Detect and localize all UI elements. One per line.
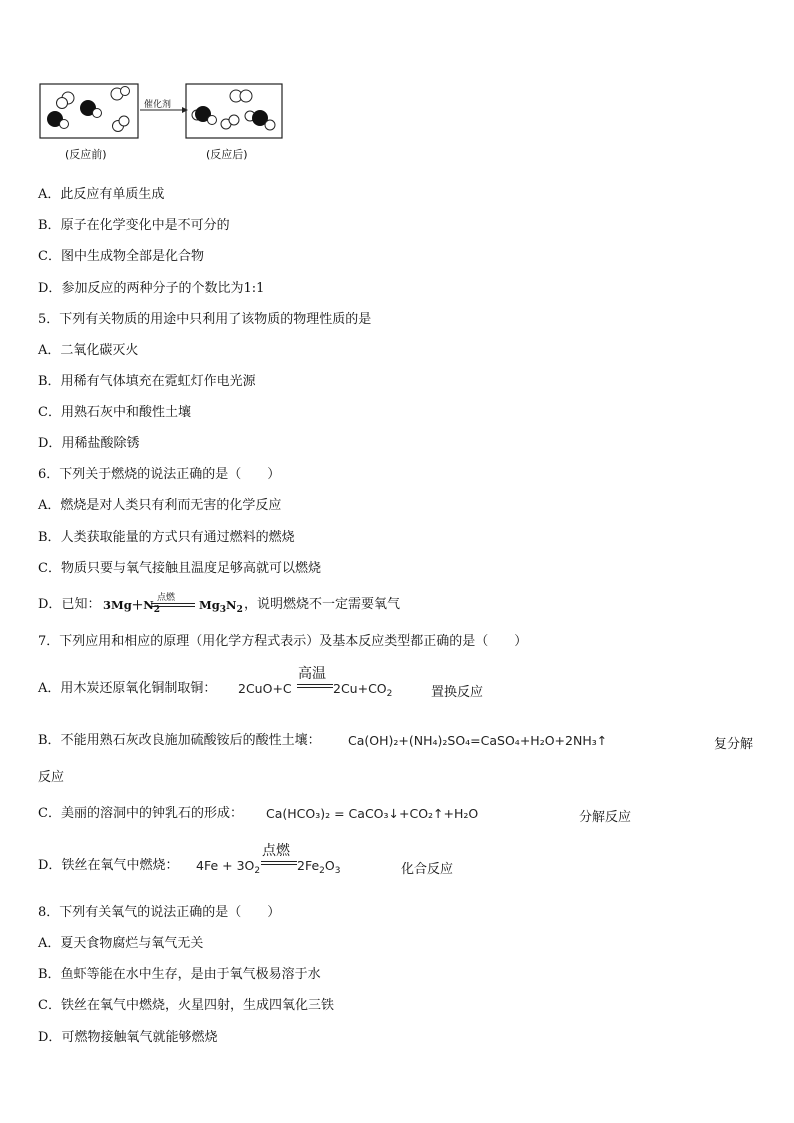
- q7a-condition: 高温: [298, 666, 326, 682]
- q8-option-d: [38, 1030, 217, 1046]
- q5-option-b: [38, 374, 256, 390]
- option-text: 此反应有单质生成: [60, 187, 165, 202]
- option-text: 不能用熟石灰改良施加硫酸铵后的酸性土壤：: [60, 733, 321, 748]
- option-prefix: 已知：: [61, 597, 101, 612]
- q8-option-c: [38, 998, 334, 1014]
- q5-stem: 5．下列有关物质的用途中只利用了该物质的物理性质的是: [38, 312, 372, 327]
- option-letter: A．: [38, 936, 61, 951]
- before-box: [40, 84, 138, 138]
- q7-option-a: [38, 681, 216, 697]
- option-text: 铁丝在氧气中燃烧，火星四射，生成四氧化三铁: [60, 998, 334, 1013]
- q6d-suffix: ，说明燃烧不一定需要氧气: [244, 597, 401, 612]
- option-letter: A．: [38, 187, 61, 202]
- option-letter: D．: [38, 1030, 62, 1045]
- option-text: 二氧化碳灭火: [60, 343, 139, 358]
- q7-stem: 7．下列应用和相应的原理（用化学方程式表示）及基本反应类型都正确的是（ ）: [38, 634, 528, 649]
- q6d-eq-right: $Mg_3N_2$: [199, 598, 243, 615]
- q7b-equation: Ca(OH)₂+(NH₄)₂SO₄=CaSO₄+H₂O+2NH₃↑: [348, 733, 608, 748]
- q6-option-a: [38, 498, 281, 514]
- option-text: 用木炭还原氧化铜制取铜：: [60, 681, 217, 696]
- after-box: [186, 84, 282, 138]
- q7a-eq-line: [297, 684, 333, 688]
- option-letter: D．: [38, 281, 62, 296]
- option-text: 参加反应的两种分子的个数比为1:1: [61, 281, 265, 296]
- option-text: 图中生成物全部是化合物: [60, 249, 204, 264]
- option-text: 人类获取能量的方式只有通过燃料的燃烧: [60, 530, 295, 545]
- option-letter: B．: [38, 374, 61, 389]
- q4-option-c: [38, 249, 204, 265]
- q7-option-d: [38, 858, 178, 874]
- option-letter: A．: [38, 343, 61, 358]
- option-text: 鱼虾等能在水中生存，是由于氧气极易溶于水: [60, 967, 321, 982]
- option-text: 燃烧是对人类只有利而无害的化学反应: [60, 498, 282, 513]
- q7d-eq-right: $2Fe_2O_3$: [297, 858, 341, 876]
- option-letter: B．: [38, 530, 61, 545]
- q5-option-d: [38, 436, 139, 452]
- q6d-condition: 点燃: [157, 593, 176, 603]
- option-letter: D．: [38, 436, 62, 451]
- option-letter: C．: [38, 561, 61, 576]
- q6d-eq-line: [151, 603, 195, 607]
- option-letter: A．: [38, 681, 61, 696]
- q8-option-a: [38, 936, 203, 952]
- option-text: 物质只要与氧气接触且温度足够高就可以燃烧: [60, 561, 321, 576]
- option-text: 夏天食物腐烂与氧气无关: [60, 936, 204, 951]
- option-text: 铁丝在氧气中燃烧：: [61, 858, 179, 873]
- q7-option-b: [38, 733, 321, 749]
- q7d-eq-line: [261, 861, 297, 865]
- option-letter: B．: [38, 218, 61, 233]
- q7c-equation: Ca(HCO₃)₂ = CaCO₃↓+CO₂↑+H₂O: [266, 806, 479, 821]
- q7d-type: 化合反应: [401, 862, 454, 877]
- q7b-continuation: 反应: [38, 770, 65, 785]
- q4-option-d: [38, 281, 264, 297]
- q6-stem: 6．下列关于燃烧的说法正确的是（ ）: [38, 467, 281, 482]
- after-caption: (反应后): [206, 148, 248, 161]
- q4-option-b: [38, 218, 230, 234]
- option-text: 美丽的溶洞中的钟乳石的形成：: [60, 806, 243, 821]
- q7a-eq-right: $2Cu+CO_2$: [333, 681, 393, 699]
- option-text: 可燃物接触氧气就能够燃烧: [61, 1030, 218, 1045]
- q7d-condition: 点燃: [262, 843, 290, 859]
- q7a-type: 置换反应: [431, 685, 484, 700]
- option-text: 用稀盐酸除锈: [61, 436, 140, 451]
- option-text: 原子在化学变化中是不可分的: [60, 218, 230, 233]
- catalyst-label: 催化剂: [144, 100, 172, 110]
- option-letter: C．: [38, 405, 61, 420]
- q8-option-b: [38, 967, 321, 983]
- q6-option-d: [38, 597, 100, 613]
- before-caption: (反应前): [65, 148, 107, 161]
- option-letter: B．: [38, 967, 61, 982]
- q7a-eq-left: 2CuO+C: [238, 681, 292, 696]
- q7c-type: 分解反应: [579, 810, 632, 825]
- q5-option-c: [38, 405, 191, 421]
- option-text: 用稀有气体填充在霓虹灯作电光源: [60, 374, 256, 389]
- q7-option-c: [38, 806, 243, 822]
- option-letter: B．: [38, 733, 61, 748]
- option-letter: C．: [38, 249, 61, 264]
- option-letter: D．: [38, 597, 62, 612]
- q5-option-a: [38, 343, 138, 359]
- option-letter: A．: [38, 498, 61, 513]
- q6-option-b: [38, 530, 295, 546]
- option-letter: C．: [38, 998, 61, 1013]
- q6-option-c: [38, 561, 321, 577]
- reaction-diagram: [38, 82, 288, 162]
- q4-option-a: [38, 187, 164, 203]
- q8-stem: 8．下列有关氧气的说法正确的是（ ）: [38, 905, 281, 920]
- option-text: 用熟石灰中和酸性土壤: [60, 405, 191, 420]
- q6d-eq-left: $3Mg+N_2$: [103, 598, 161, 615]
- q7b-type: 复分解: [714, 737, 754, 752]
- option-letter: D．: [38, 858, 62, 873]
- option-letter: C．: [38, 806, 61, 821]
- q7d-eq-left: $4Fe + 3O_2$: [196, 858, 261, 876]
